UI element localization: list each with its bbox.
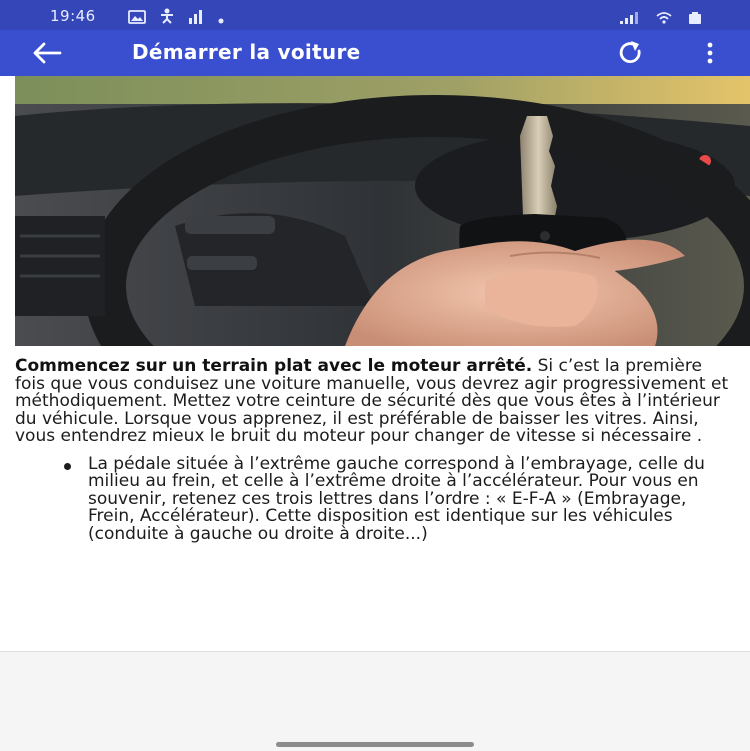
more-vert-icon [698, 53, 722, 72]
status-time: 19:46 [50, 7, 96, 25]
refresh-icon [614, 53, 646, 72]
tips-list [15, 453, 735, 544]
car-key-illustration [15, 76, 750, 346]
more-options-button[interactable] [698, 38, 722, 68]
status-icons-right [620, 9, 702, 28]
intro-heading: Commencez sur un terrain plat avec le moteur arrêté. [15, 356, 533, 376]
back-button[interactable] [30, 39, 70, 67]
intro-paragraph [15, 358, 735, 446]
status-icons-left [128, 8, 224, 28]
article-body [15, 358, 735, 543]
dot-icon [218, 9, 224, 28]
refresh-button[interactable] [614, 38, 646, 68]
accessibility-icon [160, 8, 174, 28]
battery-icon [688, 9, 702, 28]
bottom-panel [0, 651, 750, 751]
list-item: La pédale située à l’extrême gauche correspond à l’embrayage, celle du milieu au frein, et celle à l’extrême droite à l’accélérateur. Pour vous en souvenir, retenez ces trois lettres dans l’ordre : « E-F-A » (Embrayage, Frein, Accélérateur). Cette disposition est identique sur les véhicules (conduite à gauche ou droite à droite...) [62, 456, 735, 544]
app-toolbar [0, 30, 750, 76]
intro-text: Si c’est la première fois que vous conduisez une voiture manuelle, vous devrez agir progressivement et méthodiquement. Mettez votre ceinture de sécurité dès que vous êtes à l’intérieur du véhicule. Lorsque vous apprenez, il est préférable de baisser les vitres. Ainsi, vous entendrez mieux le bruit du moteur pour changer de vitesse si nécessaire . [15, 356, 729, 446]
gesture-nav-handle[interactable] [276, 742, 474, 747]
hero-image [15, 76, 750, 346]
signal-bars-icon [188, 9, 204, 28]
cellular-signal-icon [620, 9, 640, 28]
arrow-back-icon [30, 52, 64, 71]
status-bar [0, 0, 750, 30]
page-title: Démarrer la voiture [132, 40, 361, 64]
gallery-icon [128, 9, 146, 28]
wifi-icon [656, 9, 672, 28]
